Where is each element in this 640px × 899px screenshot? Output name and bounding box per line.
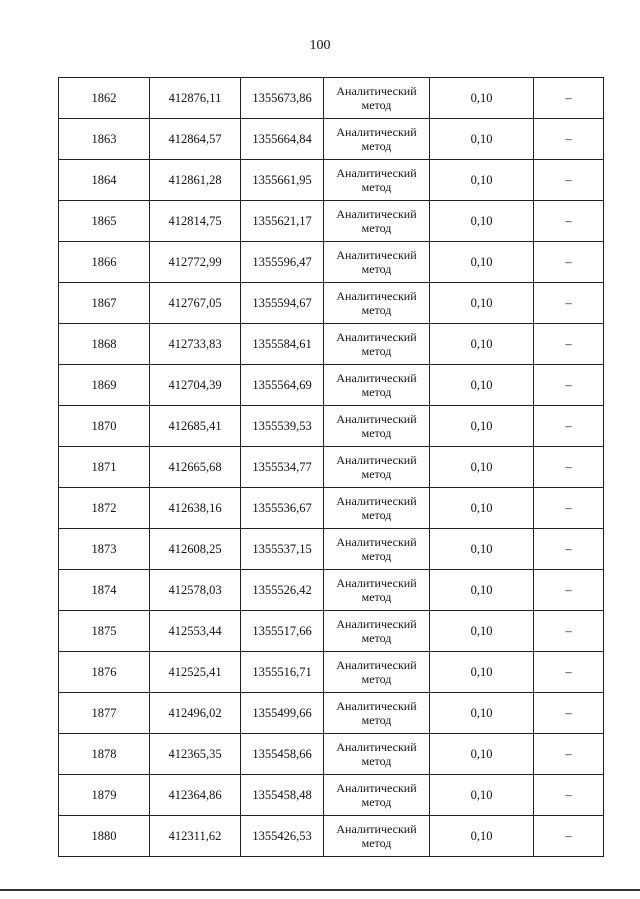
accuracy-cell: 0,10 <box>430 78 534 119</box>
accuracy-cell: 0,10 <box>430 816 534 857</box>
coordinate-x-cell: 412772,99 <box>150 242 241 283</box>
method-cell: Аналитический метод <box>324 816 430 857</box>
table-row <box>59 160 604 201</box>
accuracy-cell: 0,10 <box>430 734 534 775</box>
point-number-cell: 1866 <box>59 242 150 283</box>
table-row <box>59 611 604 652</box>
coordinate-x-cell: 412525,41 <box>150 652 241 693</box>
coordinate-x-cell: 412814,75 <box>150 201 241 242</box>
method-cell: Аналитический метод <box>324 693 430 734</box>
note-cell: – <box>534 78 604 119</box>
table-row <box>59 242 604 283</box>
method-cell: Аналитический метод <box>324 324 430 365</box>
note-cell: – <box>534 365 604 406</box>
method-cell: Аналитический метод <box>324 529 430 570</box>
coordinate-y-cell: 1355664,84 <box>241 119 324 160</box>
note-cell: – <box>534 488 604 529</box>
note-cell: – <box>534 529 604 570</box>
accuracy-cell: 0,10 <box>430 119 534 160</box>
method-cell: Аналитический метод <box>324 201 430 242</box>
table-row <box>59 775 604 816</box>
note-cell: – <box>534 611 604 652</box>
coordinate-y-cell: 1355426,53 <box>241 816 324 857</box>
coordinate-x-cell: 412685,41 <box>150 406 241 447</box>
point-number-cell: 1875 <box>59 611 150 652</box>
coordinate-y-cell: 1355534,77 <box>241 447 324 488</box>
bottom-scan-border <box>0 889 640 891</box>
coordinate-x-cell: 412861,28 <box>150 160 241 201</box>
accuracy-cell: 0,10 <box>430 160 534 201</box>
coordinate-x-cell: 412638,16 <box>150 488 241 529</box>
method-cell: Аналитический метод <box>324 283 430 324</box>
coordinate-y-cell: 1355621,17 <box>241 201 324 242</box>
method-cell: Аналитический метод <box>324 611 430 652</box>
table-row <box>59 488 604 529</box>
accuracy-cell: 0,10 <box>430 488 534 529</box>
table-row <box>59 78 604 119</box>
point-number-cell: 1863 <box>59 119 150 160</box>
coordinate-y-cell: 1355539,53 <box>241 406 324 447</box>
coordinate-x-cell: 412553,44 <box>150 611 241 652</box>
accuracy-cell: 0,10 <box>430 324 534 365</box>
point-number-cell: 1868 <box>59 324 150 365</box>
coordinate-x-cell: 412365,35 <box>150 734 241 775</box>
note-cell: – <box>534 816 604 857</box>
table-row <box>59 447 604 488</box>
point-number-cell: 1865 <box>59 201 150 242</box>
table-row <box>59 324 604 365</box>
coordinate-y-cell: 1355516,71 <box>241 652 324 693</box>
table-row <box>59 201 604 242</box>
note-cell: – <box>534 283 604 324</box>
accuracy-cell: 0,10 <box>430 365 534 406</box>
note-cell: – <box>534 324 604 365</box>
method-cell: Аналитический метод <box>324 406 430 447</box>
table-row <box>59 365 604 406</box>
note-cell: – <box>534 693 604 734</box>
coordinate-x-cell: 412864,57 <box>150 119 241 160</box>
coordinate-x-cell: 412311,62 <box>150 816 241 857</box>
coordinate-y-cell: 1355526,42 <box>241 570 324 611</box>
coordinate-x-cell: 412767,05 <box>150 283 241 324</box>
coordinate-x-cell: 412578,03 <box>150 570 241 611</box>
table-row <box>59 283 604 324</box>
point-number-cell: 1876 <box>59 652 150 693</box>
point-number-cell: 1878 <box>59 734 150 775</box>
point-number-cell: 1871 <box>59 447 150 488</box>
table-row <box>59 652 604 693</box>
accuracy-cell: 0,10 <box>430 693 534 734</box>
method-cell: Аналитический метод <box>324 775 430 816</box>
coordinate-y-cell: 1355661,95 <box>241 160 324 201</box>
note-cell: – <box>534 201 604 242</box>
accuracy-cell: 0,10 <box>430 283 534 324</box>
coordinate-y-cell: 1355596,47 <box>241 242 324 283</box>
coordinate-y-cell: 1355673,86 <box>241 78 324 119</box>
coordinates-table <box>58 77 604 857</box>
table-row <box>59 119 604 160</box>
point-number-cell: 1873 <box>59 529 150 570</box>
coordinate-y-cell: 1355499,66 <box>241 693 324 734</box>
method-cell: Аналитический метод <box>324 447 430 488</box>
accuracy-cell: 0,10 <box>430 242 534 283</box>
accuracy-cell: 0,10 <box>430 652 534 693</box>
accuracy-cell: 0,10 <box>430 775 534 816</box>
method-cell: Аналитический метод <box>324 160 430 201</box>
method-cell: Аналитический метод <box>324 365 430 406</box>
table-row <box>59 734 604 775</box>
point-number-cell: 1870 <box>59 406 150 447</box>
point-number-cell: 1880 <box>59 816 150 857</box>
note-cell: – <box>534 160 604 201</box>
note-cell: – <box>534 775 604 816</box>
accuracy-cell: 0,10 <box>430 529 534 570</box>
point-number-cell: 1867 <box>59 283 150 324</box>
coordinate-x-cell: 412496,02 <box>150 693 241 734</box>
note-cell: – <box>534 734 604 775</box>
accuracy-cell: 0,10 <box>430 611 534 652</box>
method-cell: Аналитический метод <box>324 119 430 160</box>
coordinate-x-cell: 412608,25 <box>150 529 241 570</box>
point-number-cell: 1872 <box>59 488 150 529</box>
method-cell: Аналитический метод <box>324 488 430 529</box>
coordinate-y-cell: 1355517,66 <box>241 611 324 652</box>
point-number-cell: 1874 <box>59 570 150 611</box>
coordinates-table-body <box>59 78 604 857</box>
table-row <box>59 529 604 570</box>
coordinate-x-cell: 412704,39 <box>150 365 241 406</box>
accuracy-cell: 0,10 <box>430 406 534 447</box>
coordinate-y-cell: 1355536,67 <box>241 488 324 529</box>
point-number-cell: 1869 <box>59 365 150 406</box>
method-cell: Аналитический метод <box>324 242 430 283</box>
note-cell: – <box>534 406 604 447</box>
table-row <box>59 816 604 857</box>
table-row <box>59 693 604 734</box>
coordinate-y-cell: 1355537,15 <box>241 529 324 570</box>
coordinate-x-cell: 412876,11 <box>150 78 241 119</box>
accuracy-cell: 0,10 <box>430 570 534 611</box>
coordinate-y-cell: 1355594,67 <box>241 283 324 324</box>
point-number-cell: 1877 <box>59 693 150 734</box>
note-cell: – <box>534 119 604 160</box>
method-cell: Аналитический метод <box>324 652 430 693</box>
point-number-cell: 1862 <box>59 78 150 119</box>
coordinate-x-cell: 412733,83 <box>150 324 241 365</box>
method-cell: Аналитический метод <box>324 570 430 611</box>
coordinate-x-cell: 412665,68 <box>150 447 241 488</box>
table-row <box>59 570 604 611</box>
method-cell: Аналитический метод <box>324 78 430 119</box>
accuracy-cell: 0,10 <box>430 201 534 242</box>
method-cell: Аналитический метод <box>324 734 430 775</box>
coordinate-x-cell: 412364,86 <box>150 775 241 816</box>
table-row <box>59 406 604 447</box>
accuracy-cell: 0,10 <box>430 447 534 488</box>
coordinate-y-cell: 1355564,69 <box>241 365 324 406</box>
coordinate-y-cell: 1355584,61 <box>241 324 324 365</box>
note-cell: – <box>534 242 604 283</box>
note-cell: – <box>534 447 604 488</box>
page-number: 100 <box>309 38 331 53</box>
note-cell: – <box>534 652 604 693</box>
coordinate-y-cell: 1355458,66 <box>241 734 324 775</box>
coordinate-y-cell: 1355458,48 <box>241 775 324 816</box>
point-number-cell: 1864 <box>59 160 150 201</box>
note-cell: – <box>534 570 604 611</box>
point-number-cell: 1879 <box>59 775 150 816</box>
